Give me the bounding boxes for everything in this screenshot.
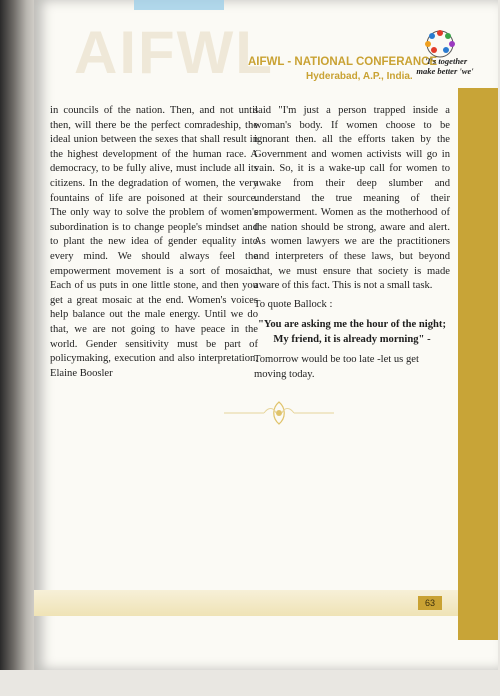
right-column [254,104,450,387]
quote-intro: To quote Ballock : [254,298,333,310]
left-column-text: in councils of the nation. Then, and not until then, will there be the perfect comradeship, the ideal union between the sexes that shall result in the highest development of the human race. A democracy, to be fully alive, must include all its citizens. In the degradation of women, the very fountains of life are poisoned at their source. The only way to solve the problem of women's subordination is to change people's mindset and to plant the new idea of gender equality into every mind. We should always feel the empowerment movement is a sort of mosaic. Each of us puts in one little stone, and then you get a great mosaic at the end. Women's voices help balance out the male energy. Until we do that, we are not going to have peace in the world. Gender sensitivity must be part of policymaking, execution and also interpretation. Elaine Boosler [50,105,258,379]
book-spine-shadow [0,0,38,670]
logo-tagline-line2: make better 'we' [416,66,474,76]
ornament-icon [224,398,334,428]
logo-tagline-line1: 'I's together [424,56,468,66]
quote-block [254,318,450,347]
right-paragraph: said "I'm just a person trapped inside a woman's body. If women choose to be ignorant then. all the efforts taken by the Government and women activists will go in vain. So, it is a wake-up call for women to awake from their deep slumber and understand the true meaning of their empowerment. Women as the motherhood of the nation should be strong, aware and alert. As women lawyers we are the practitioners and interpreters of these laws, but beyond that, we must ensure that society is made aware of this fact. This is not a small task. [254,105,450,292]
side-gold-bar [458,88,498,640]
closing-paragraph: Tomorrow would be too late -let us get moving today. [254,354,419,380]
footer-band [34,590,458,616]
watermark-title: AIFWL [74,19,274,86]
quote-line-2: My friend, it is already morning" - [273,333,431,345]
conference-location: Hyderabad, A.P., India. [306,71,413,82]
quote-line-1: "You are asking me the hour of the night; [258,319,446,331]
conference-title: AIFWL - NATIONAL CONFERANCE [248,56,438,68]
left-column [50,104,258,385]
page-number: 63 [418,596,442,610]
page [34,0,498,670]
tape-strip [134,0,224,10]
